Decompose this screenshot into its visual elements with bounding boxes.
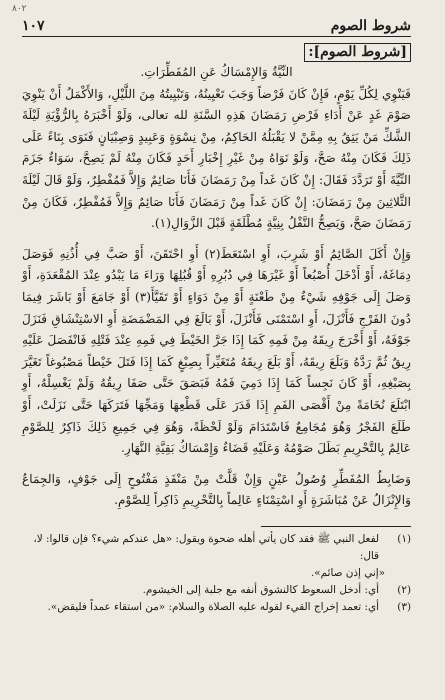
footnote-number: (١) — [397, 532, 411, 545]
footnote-1-continuation: «إني إذن صائم». — [310, 566, 385, 579]
footnote-text: لفعل النبي ﷺ فقد كان يأتي أهله ضحوة ويقول: «هل عندكم شيء؟ فإن قالوا: لا، قال: — [33, 532, 379, 562]
footnote-text: أي: تعمد إخراج القيء لقوله عليه الصلاة والسلام: «من استقاء عمداً فليقض». — [47, 600, 379, 613]
paragraph-invalidators: وَإِنْ أَكَلَ الصَّائِمُ أَوْ شَرِبَ، أَوِ اسْتَعَطَ(٢) أَوِ احْتَقَنَ، أَوْ صَبَّ فِي أُذُنِهِ فَوَصَلَ دِمَاغَهُ، أَوْ أَدْخَلَ أُصْبُعاً أَوْ غَيْرَهَا فِي دُبُرِهِ أَوْ قُبُلِهَا وَرَاءَ مَا يَبْدُو عِنْدَ المُقْعَدَةِ، أَوْ وَصَلَ إِلَى جَوْفِهِ شَيْءٌ مِنْ طَعْنَةٍ أَوْ مِنْ دَوَاءٍ أَوْ تَقَيَّأَ(٣) أَوْ جَامَعَ أَوْ بَاشَرَ فِيمَا دُونَ الفَرْجِ فَأَنْزَلَ، أَوِ اسْتَمْنَى فَأَنْزَلَ، أَوْ بَالَغَ فِي المَضْمَضَةِ أَوِ الاسْتِنْشَاقِ فَنَزَلَ جَوْفَهُ، أَوْ أَخْرَجَ رِيقَهُ مِنْ فَمِهِ كَمَا إِذَا جَرَّ الخَيْطَ فِي فَمِهِ عِنْدَ فَتْلِهِ فَانْفَصَلَ عَلَيْهِ رِيقٌ ثُمَّ رَدَّهُ وَبَلَعَ رِيقَهُ، أَوْ بَلَعَ رِيقَهُ مُتَغَيِّراً بِصِبْغٍ كَمَا إِذَا فَتَلَ خَيْطاً مَصْبُوغاً تَغَيَّرَ بِصَبْغِهِ، أَوْ كَانَ نَجِساً كَمَا إِذَا دَمِيَ فَمُهُ فَبَصَقَ حَتَّى صَفَا رِيقُهُ وَلَمْ يَغْسِلْهُ، أَوِ ابْتَلَعَ نُخَامَةً مِنْ أَقْصَى الفَمِ إِذَا قَدَرَ عَلَى قَطْعِهَا وَمَجِّهَا فَتَرَكَهَا حَتَّى نَزَلَتْ، أَوْ طَلَعَ الفَجْرُ وَهُوَ مُجَامِعٌ فَاسْتَدَامَ وَلَوْ لَحْظَةً، وَهُوَ فِي جَمِيعِ ذَلِكَ ذَاكِرٌ لِلصَّوْمِ عَالِمٌ بِالتَّحْرِيمِ بَطَلَ صَوْمُهُ وَعَلَيْهِ قَضَاءٌ وَإِمْسَاكُ بَقِيَّةِ النَّهَارِ. — [22, 246, 411, 456]
footnote-3 — [22, 599, 411, 616]
footnote-2 — [22, 582, 411, 599]
footnote-number: (٢) — [397, 583, 411, 596]
body-text — [22, 62, 411, 512]
page-number: ١٠٧ — [22, 18, 45, 34]
footnotes — [22, 531, 411, 616]
paragraph-rule: وَضَابِطُ المُفَطِّرِ وُصُولُ عَيْنٍ وَإِنْ قَلَّتْ مِنْ مَنْفَذٍ مَفْتُوحٍ إِلَى جَوْفٍ، وَالجِمَاعُ وَالإِنْزَالُ عَنْ مُبَاشَرَةٍ أَوِ اسْتِمْنَاءٍ عَالِماً بِالتَّحْرِيمِ ذَاكِراً لِلصَّوْمِ. — [22, 471, 411, 508]
footnote-1 — [22, 531, 411, 565]
paragraph-intro: النِّيَّةُ وَالإِمْسَاكُ عَنِ المُفَطِّرَاتِ. — [140, 65, 293, 79]
paragraph-intention: فَيَنْوِي لِكُلِّ يَوْمٍ، فَإِنْ كَانَ فَرْضاً وَجَبَ تَعْيِينُهُ، وَتَبْيِيتُهُ مِنَ اللَّيْلِ، وَالأَكْمَلُ أَنْ يَنْوِيَ صَوْمَ غَدٍ عَنْ أَدَاءِ فَرْضِ رَمَضَانَ هَذِهِ السَّنَةِ لله تعالى، وَلَوْ أَخْبَرَهُ بِالرُّؤْيَةِ لَيْلَةَ الشَّكِّ مَنْ يَثِقُ بِهِ مِمَّنْ لا يَقْبَلُهُ الحَاكِمُ، مِنْ نِسْوَةٍ وَعَبِيدٍ وَصِبْيَانٍ فَنَوَى بِنَاءً عَلَى ذَلِكَ فَكَانَ مِنْهُ صَحَّ، وَلَوْ نَوَاهُ مِنْ غَيْرِ إِخْبَارِ أَحَدٍ فَكَانَ مِنْهُ لَمْ يَصِحَّ، سَوَاءٌ جَزَمَ النِّيَّةَ أَوْ تَرَدَّدَ فَقَالَ: إِنْ كَانَ غَداً مِنْ رَمَضَانَ فَأَنَا صَائِمٌ وَإِلاَّ فَمُفْطِرٌ، وَلَوْ قَالَ لَيْلَةَ الثَّلاثِينَ مِنْ رَمَضَانَ: إِنْ كَانَ غَداً مِنْ رَمَضَانَ فَأَنَا صَائِمٌ وَإِلاَّ فَمُفْطِرٌ، فَكَانَ مِنْ رَمَضَانَ صَحَّ، وَيَصِحُّ النَّفْلُ بِنِيَّةٍ مُطْلَقَةٍ قَبْلَ الزَّوَالِ(١). — [22, 86, 411, 231]
corner-mark: ٨٠٢ — [12, 4, 27, 14]
section-heading — [22, 43, 411, 62]
running-header — [22, 16, 411, 37]
footnote-text: أي: أدخل السعوط كالنشوق أنفه مع جلبة إلى الخيشوم. — [142, 583, 379, 596]
footnote-divider — [261, 526, 411, 527]
footnote-number: (٣) — [397, 600, 411, 613]
running-title: شروط الصوم — [330, 18, 411, 34]
section-heading-label: [شروط الصوم]: — [304, 43, 411, 62]
